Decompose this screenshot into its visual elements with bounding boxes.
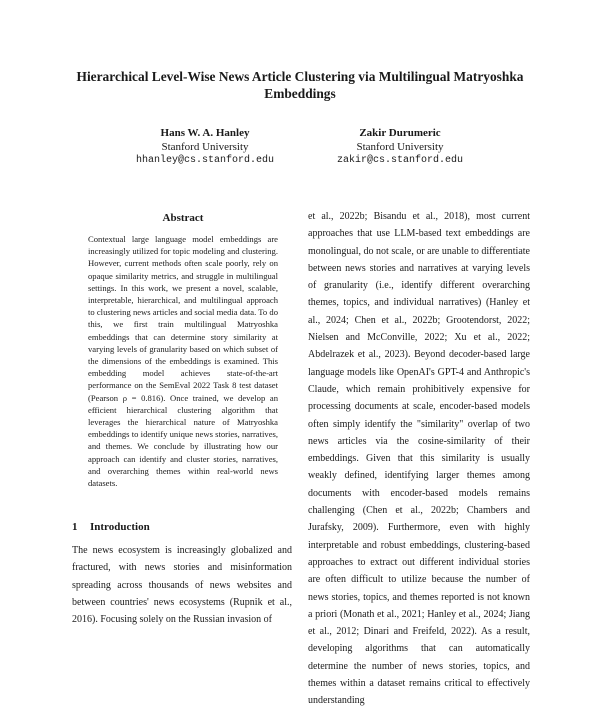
author-email: hhanley@cs.stanford.edu <box>135 155 275 166</box>
author-block <box>300 126 500 168</box>
author-name: Zakir Durumeric <box>359 127 441 139</box>
introduction-text: The news ecosystem is increasingly globalized and fractured, with news stories and misinformation spreading across thousands of news websites and between countries' news ecosystems (Rupnik et al., 2016). Focusing solely on the Russian invasion of <box>72 545 292 626</box>
author-block <box>110 126 300 168</box>
author-email: zakir@cs.stanford.edu <box>336 155 464 166</box>
section-title: Introduction <box>90 521 150 533</box>
right-column-text: et al., 2022b; Bisandu et al., 2018), most current approaches that use LLM-based text embeddings are monolingual, do not scale, or are unable to differentiate between news stories and narratives at varying levels of granularity (i.e., identify different overarching themes, topics, and individual narratives) (Hanley et al., 2024; Chen et al., 2022b; Grootendorst, 2022; Nielsen and McConville, 2022; Xu et al., 2022; Abdelrazek et al., 2023). Beyond decoder-based large language models like OpenAI's GPT-4 and Anthropic's Claude, which remain prohibitively expensive for processing documents at scale, encoder-based models often simply identify the "similarity" overlap of two news articles via the cosine-similarity of their embeddings. Given that this similarity is usually weakly defined, identifying larger themes among documents with encoder-based models remains challenging (Chen et al., 2022b; Chambers and Jurafsky, 2009). Furthermore, even with highly interpretable and robust embeddings, clustering-based approaches to extract out different individual stories are often difficult to utilize because the number of news stories, topics, and themes reported is not known a priori (Monath et al., 2021; Hanley et al., 2024; Jiang et al., 2012; Dinari and Freifeld, 2022). As a result, developing algorithms that can automatically determine the number of news stories, topics, and themes within a dataset remains critical to effectively understanding <box>308 211 530 707</box>
section-number: 1 <box>72 521 78 533</box>
author-affiliation: Stanford University <box>161 141 249 153</box>
author-name: Hans W. A. Hanley <box>160 127 250 139</box>
paper-title: Hierarchical Level-Wise News Article Clustering via Multilingual Matryoshka Embeddings <box>76 69 524 101</box>
abstract-text: Contextual large language model embeddings are increasingly utilized for topic modeling and clustering. However, current methods often scale poorly, rely on opaque similarity metrics, and struggle in multilingual settings. In this work, we present a novel, scalable, interpretable, hierarchical, and multilingual approach to clustering news articles and social media data. To do this, we first train multilingual Matryoshka embeddings that can determine story similarity at varying levels of granularity based on which subset of the dimensions of the embeddings is examined. This embedding model achieves state-of-the-art performance on the SemEval 2022 Task 8 test dataset (Pearson ρ = 0.816). Once trained, we develop an efficient hierarchical clustering algorithm that leverages the hierarchical nature of Matryoshka embeddings to identify unique news stories, narratives, and themes. We conclude by illustrating how our approach can identify and cluster stories, narratives, and overarching themes within real-world news datasets. <box>88 234 278 489</box>
author-affiliation: Stanford University <box>356 141 444 153</box>
abstract-heading: Abstract <box>162 212 204 224</box>
section-heading <box>72 521 150 533</box>
